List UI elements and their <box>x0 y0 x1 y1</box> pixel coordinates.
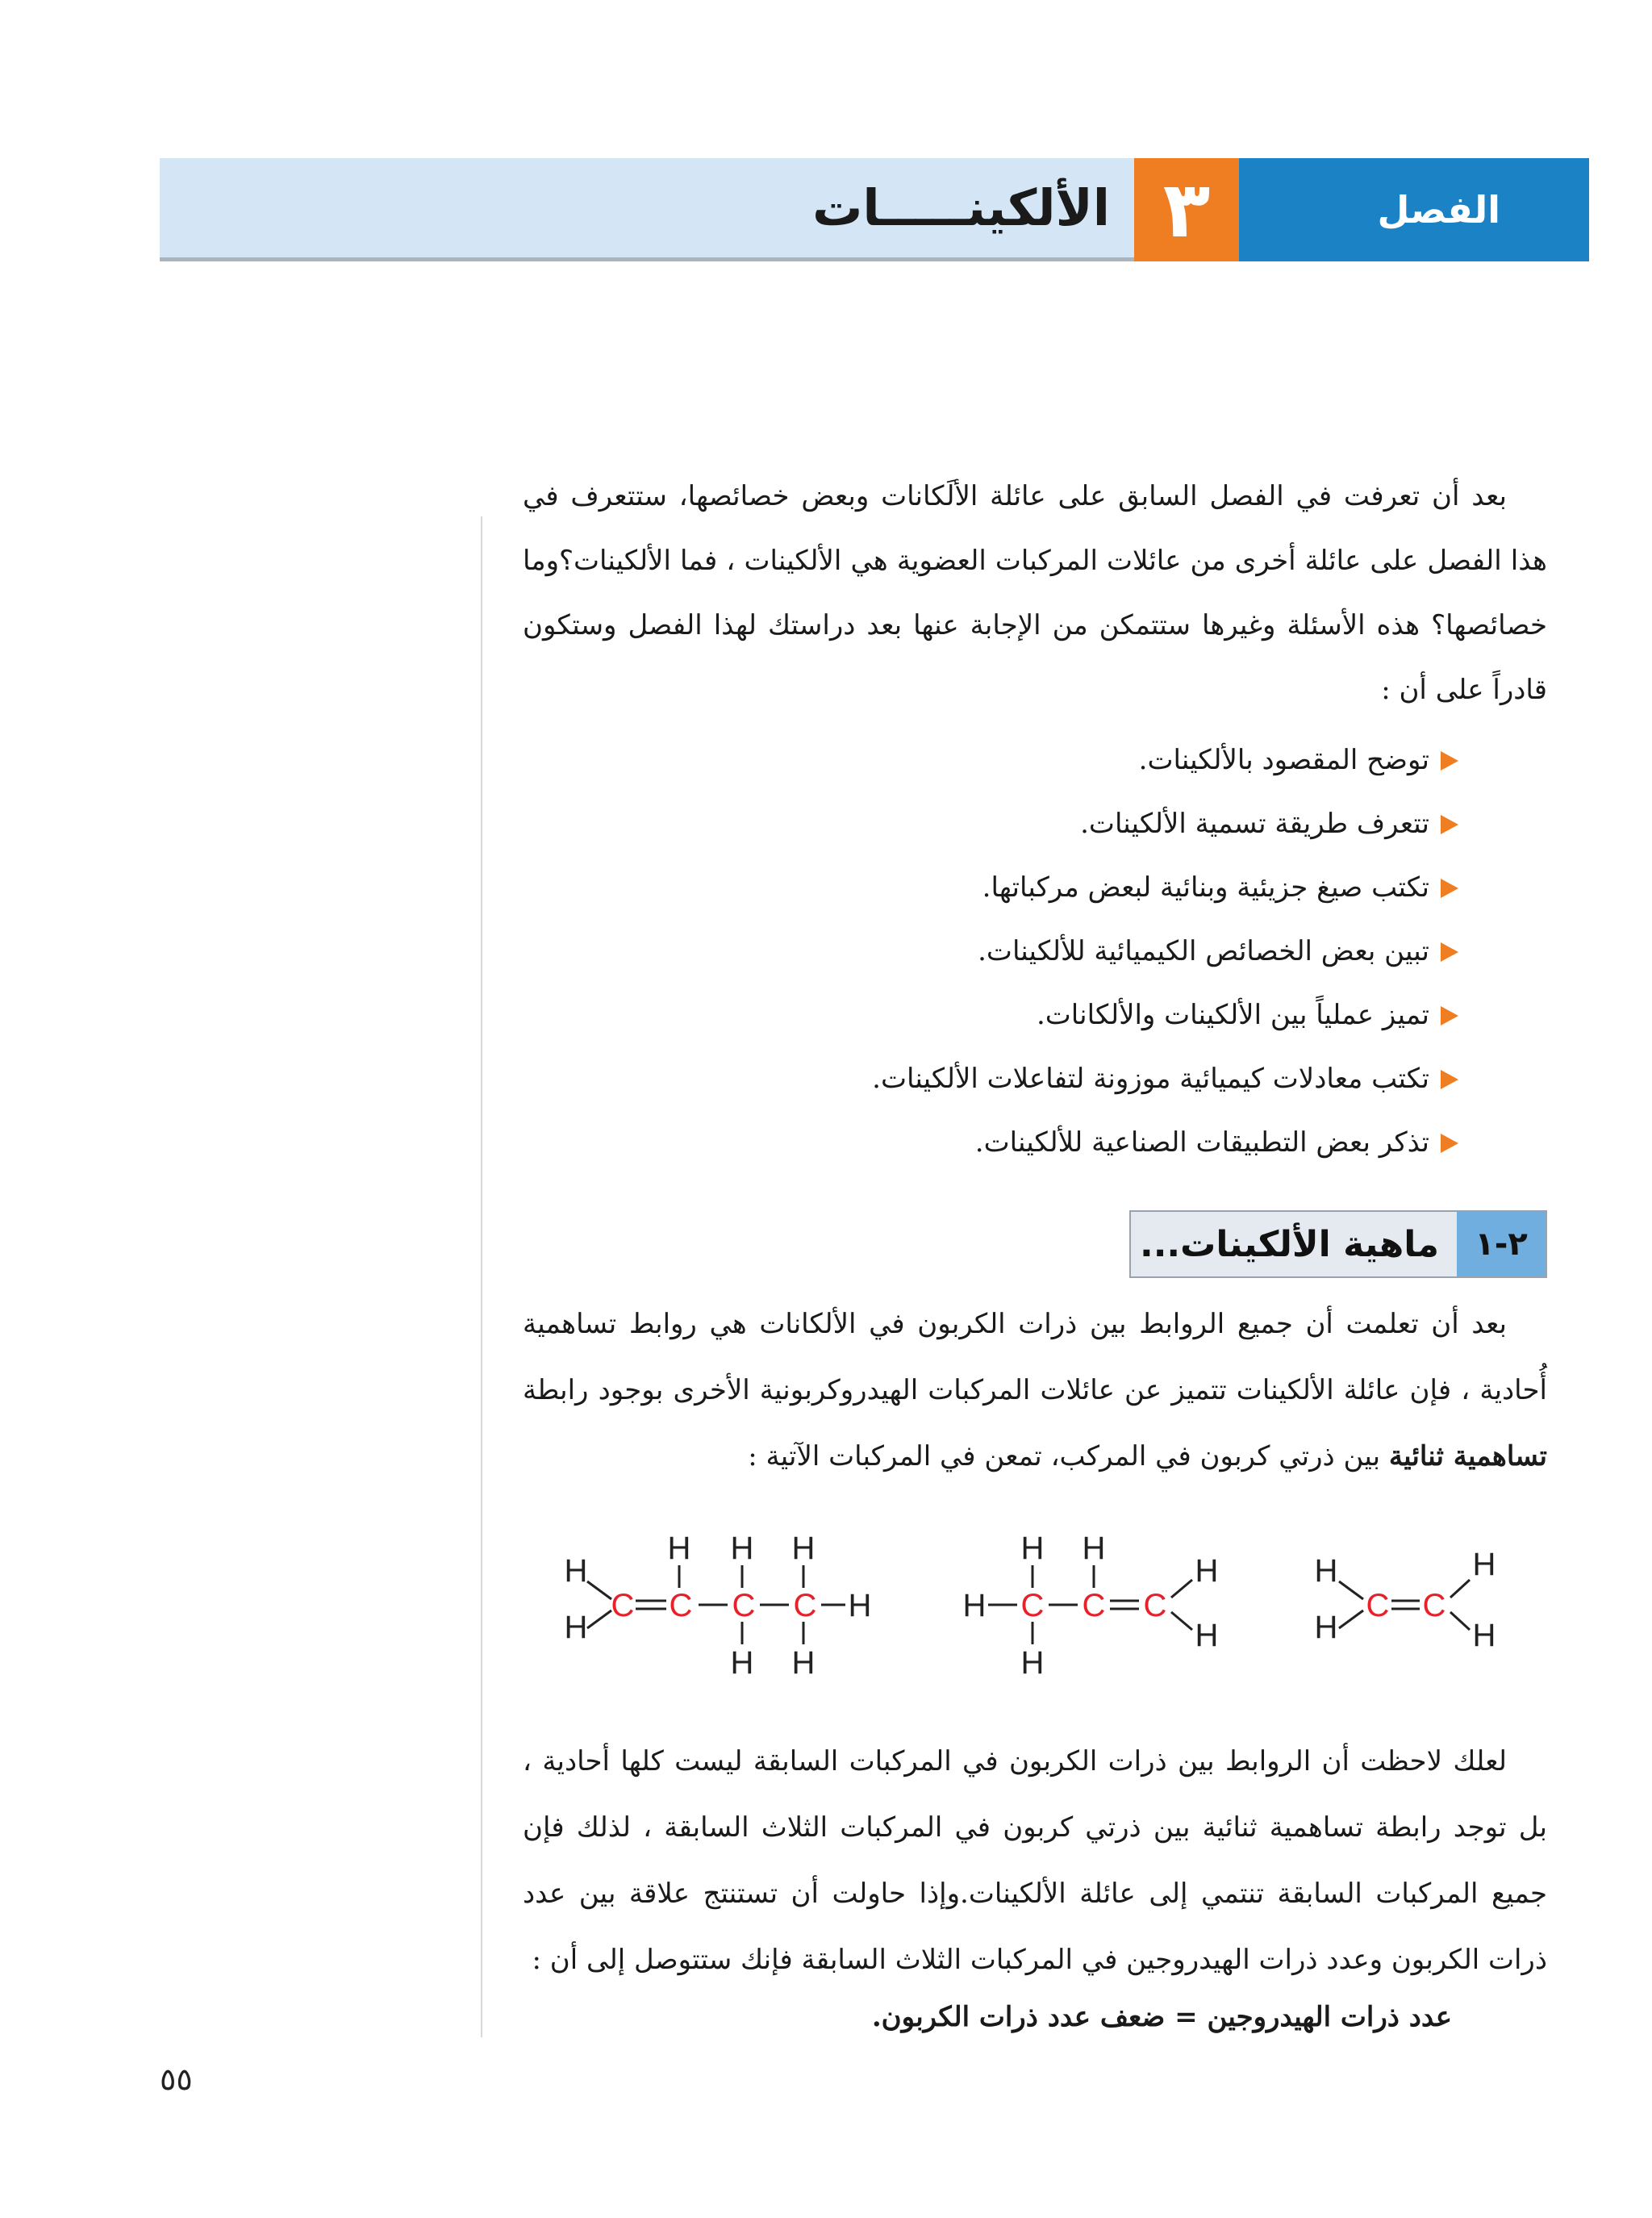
atom-h: H <box>1020 1645 1045 1681</box>
atom-c: C <box>611 1588 635 1623</box>
atom-c: C <box>1366 1588 1390 1623</box>
triangle-bullet-icon <box>1441 1006 1458 1025</box>
atom-h: H <box>1472 1618 1496 1653</box>
chapter-title: الألكينـــــات <box>160 158 1134 261</box>
atom-h: H <box>730 1645 754 1681</box>
triangle-bullet-icon <box>1441 1134 1458 1153</box>
molecules-figure <box>549 1517 1516 1702</box>
triangle-bullet-icon <box>1441 1070 1458 1089</box>
atom-h: H <box>667 1531 691 1566</box>
list-item: تتعرف طريقة تسمية الألكينات. <box>523 792 1458 856</box>
conclusion-statement: عدد ذرات الهيدروجين = ضعف عدد ذرات الكربون. <box>871 2001 1452 2033</box>
atom-c: C <box>732 1588 756 1623</box>
list-item: تبين بعض الخصائص الكيميائية للألكينات. <box>523 920 1458 984</box>
bold-term: تساهمية ثنائية <box>1388 1440 1547 1472</box>
after-paragraph: لعلك لاحظت أن الروابط بين ذرات الكربون في المركبات السابقة ليست كلها أحادية ، بل توجد رابطة تساهمية ثنائية بين ذرتي كربون في المركبات الثلاث السابقة ، لذلك فإن جميع المركبات السابقة تنتمي إلى عائلة الألكينات.وإذا حاولت أن تستنتج علاقة بين عدد ذرات الكربون وعدد ذرات الهيدروجين في المركبات الثلاث السابقة فإنك ستتوصل إلى أن : <box>523 1745 1547 1976</box>
atom-h: H <box>848 1588 872 1623</box>
atom-h: H <box>1472 1547 1496 1582</box>
chapter-header <box>160 158 1589 261</box>
intro-paragraph: بعد أن تعرفت في الفصل السابق على عائلة الألَكانات وبعض خصائصها، ستتعرف في هذا الفصل على عائلة أخرى من عائلات المركبات العضوية هي الألكينات ، فما الألكينات؟وما خصائصها؟ هذه الأسئلة وغيرها ستتمكن من الإجابة عنها بعد دراستك لهذا الفصل وستكون قادراً على أن : <box>523 480 1547 706</box>
atom-c: C <box>1020 1588 1045 1623</box>
atom-h: H <box>1082 1531 1106 1566</box>
section-heading <box>1129 1210 1547 1278</box>
list-item: تذكر بعض التطبيقات الصناعية للألكينات. <box>523 1111 1458 1175</box>
atom-h: H <box>1195 1618 1219 1653</box>
atom-c: C <box>1082 1588 1106 1623</box>
intro-section <box>523 464 1547 1175</box>
atom-h: H <box>1314 1553 1338 1589</box>
triangle-bullet-icon <box>1441 942 1458 962</box>
atom-h: H <box>564 1610 588 1645</box>
atom-h: H <box>791 1645 816 1681</box>
list-item: تكتب معادلات كيميائية موزونة لتفاعلات الألكينات. <box>523 1047 1458 1111</box>
triangle-bullet-icon <box>1441 815 1458 834</box>
triangle-bullet-icon <box>1441 751 1458 771</box>
atom-h: H <box>564 1553 588 1589</box>
chapter-number: ٣ <box>1134 158 1239 261</box>
section-paragraph: بعد أن تعلمت أن جميع الروابط بين ذرات الكربون في الألكانات هي روابط تساهمية أُحادية ، فإن عائلة الألكينات تتميز عن عائلات المركبات الهيدروكربونية الأخرى بوجود رابطة تساهمية ثنائية بين ذرتي كربون في المركب، تمعن في المركبات الآتية : <box>523 1308 1547 1472</box>
atom-h: H <box>962 1588 987 1623</box>
section-title: ماهية الألكينات... <box>1131 1212 1457 1276</box>
page-number: ٥٥ <box>160 2061 193 2097</box>
margin-rule <box>481 516 482 2037</box>
atom-h: H <box>1020 1531 1045 1566</box>
atom-h: H <box>1195 1553 1219 1589</box>
section-number: ٢-١ <box>1457 1212 1546 1276</box>
list-item: تميز عملياً بين الألكينات والألكانات. <box>523 984 1458 1047</box>
structural-formulas <box>549 1517 1516 1702</box>
atom-h: H <box>730 1531 754 1566</box>
atom-c: C <box>1422 1588 1446 1623</box>
list-item: تكتب صيغ جزيئية وبنائية لبعض مركباتها. <box>523 856 1458 920</box>
atom-h: H <box>1314 1610 1338 1645</box>
objectives-list <box>523 729 1547 1175</box>
triangle-bullet-icon <box>1441 879 1458 898</box>
list-item: توضح المقصود بالألكينات. <box>523 729 1458 792</box>
atom-c: C <box>793 1588 817 1623</box>
chapter-label: الفصل <box>1239 158 1589 261</box>
atom-h: H <box>791 1531 816 1566</box>
atom-c: C <box>669 1588 693 1623</box>
atom-c: C <box>1143 1588 1167 1623</box>
